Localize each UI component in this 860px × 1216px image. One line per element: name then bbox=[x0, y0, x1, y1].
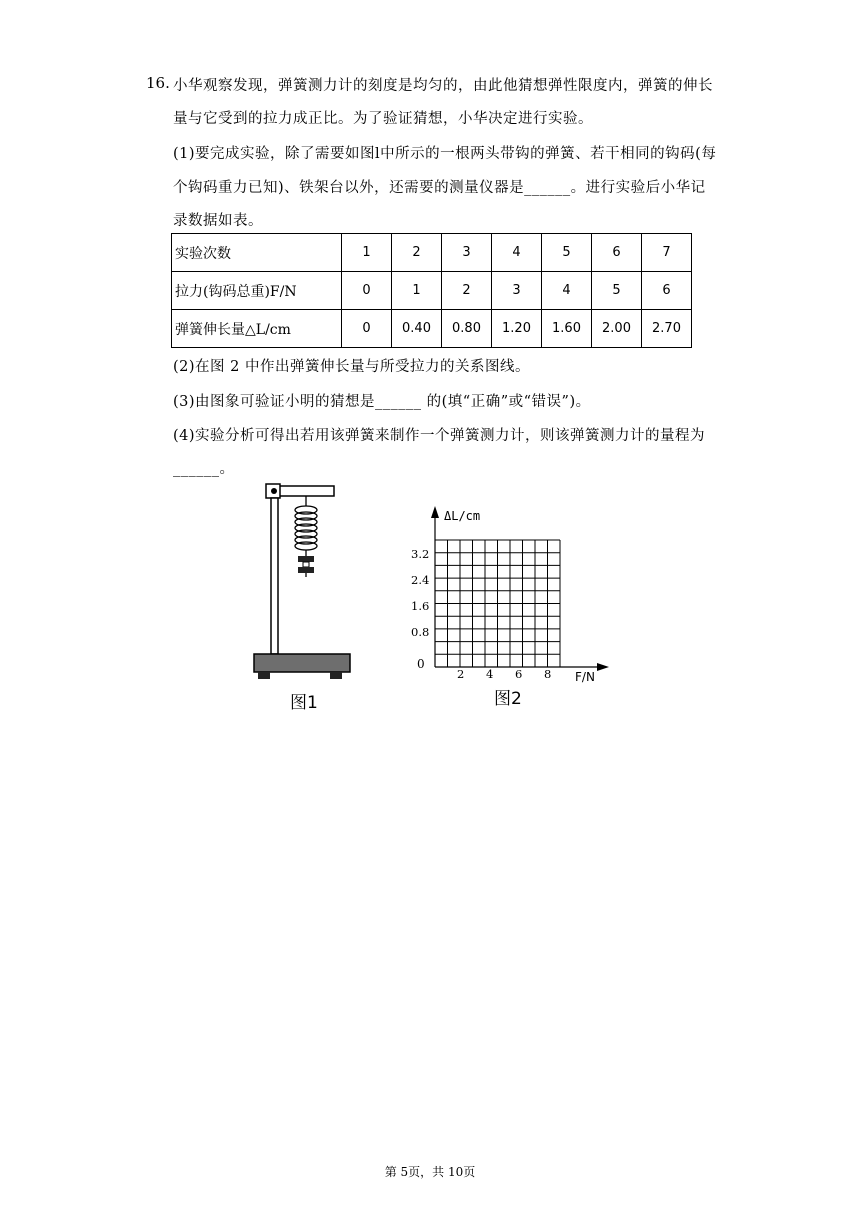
table-cell: 1 bbox=[342, 234, 392, 272]
question-text-line: 个钩码重力已知)、铁架台以外，还需要的测量仪器是______。进行实验后小华记 bbox=[173, 180, 706, 196]
stand-base bbox=[254, 654, 350, 672]
question-text-line: 小华观察发现，弹簧测力计的刻度是均匀的，由此他猜想弹性限度内，弹簧的伸长 bbox=[173, 78, 713, 94]
table-cell: 6 bbox=[592, 234, 642, 272]
clamp-screw bbox=[271, 488, 277, 494]
y-tick-label: 1.6 bbox=[411, 599, 430, 613]
stand-rod bbox=[271, 498, 278, 654]
x-axis-arrow bbox=[597, 663, 609, 671]
origin-label: 0 bbox=[417, 657, 425, 671]
y-tick-label: 3.2 bbox=[411, 547, 430, 561]
spring bbox=[295, 506, 317, 550]
table-row bbox=[172, 234, 692, 272]
question-text-line: (1)要完成实验，除了需要如图l中所示的一根两头带钩的弹簧、若干相同的钩码(每 bbox=[173, 146, 717, 162]
x-tick-label: 8 bbox=[544, 667, 552, 681]
table-row bbox=[172, 310, 692, 348]
table-cell: 0 bbox=[342, 272, 392, 310]
table-cell: 1.60 bbox=[542, 310, 592, 348]
data-table bbox=[171, 233, 692, 348]
question-number: 16. bbox=[146, 74, 170, 92]
table-cell: 1.20 bbox=[492, 310, 542, 348]
question-text-line: (3)由图象可验证小明的猜想是______ 的(填“正确”或“错误”)。 bbox=[173, 394, 591, 410]
x-tick-label: 4 bbox=[486, 667, 494, 681]
question-text-line: 录数据如表。 bbox=[173, 213, 263, 229]
table-cell: 3 bbox=[442, 234, 492, 272]
hook-weights bbox=[298, 556, 314, 577]
x-axis-label: F/N bbox=[575, 670, 595, 684]
table-cell: 7 bbox=[642, 234, 692, 272]
y-axis-arrow bbox=[431, 506, 439, 518]
x-tick-label: 2 bbox=[457, 667, 465, 681]
figure1-caption: 图1 bbox=[290, 693, 318, 713]
y-axis-label: ΔL/cm bbox=[444, 509, 481, 523]
table-cell: 0.40 bbox=[392, 310, 442, 348]
table-row bbox=[172, 272, 692, 310]
figure1-stand-diagram bbox=[248, 480, 360, 716]
y-tick-label: 0.8 bbox=[411, 625, 430, 639]
question-text-line: ______。 bbox=[173, 461, 235, 477]
figure2-caption: 图2 bbox=[494, 689, 522, 709]
row-header: 弹簧伸长量△L/cm bbox=[172, 310, 342, 348]
stand-foot-right bbox=[330, 672, 342, 679]
table-cell: 5 bbox=[592, 272, 642, 310]
table-cell: 3 bbox=[492, 272, 542, 310]
y-tick-label: 2.4 bbox=[411, 573, 430, 587]
table-cell: 0.80 bbox=[442, 310, 492, 348]
question-text-line: 量与它受到的拉力成正比。为了验证猜想，小华决定进行实验。 bbox=[173, 111, 593, 127]
grid bbox=[435, 540, 560, 667]
table-cell: 2 bbox=[442, 272, 492, 310]
figure2-graph-grid bbox=[400, 496, 620, 716]
x-tick-label: 6 bbox=[515, 667, 523, 681]
table-cell: 2 bbox=[392, 234, 442, 272]
table-cell: 6 bbox=[642, 272, 692, 310]
row-header: 实验次数 bbox=[172, 234, 342, 272]
table-cell: 1 bbox=[392, 272, 442, 310]
table-cell: 4 bbox=[542, 272, 592, 310]
table-cell: 0 bbox=[342, 310, 392, 348]
question-text-line: (2)在图 2 中作出弹簧伸长量与所受拉力的关系图线。 bbox=[173, 359, 530, 375]
table-cell: 5 bbox=[542, 234, 592, 272]
question-text-line: (4)实验分析可得出若用该弹簧来制作一个弹簧测力计，则该弹簧测力计的量程为 bbox=[173, 428, 706, 444]
stand-foot-left bbox=[258, 672, 270, 679]
table-cell: 2.00 bbox=[592, 310, 642, 348]
row-header: 拉力(钩码总重)F/N bbox=[172, 272, 342, 310]
table-cell: 2.70 bbox=[642, 310, 692, 348]
table-cell: 4 bbox=[492, 234, 542, 272]
page-footer: 第 5页，共 10页 bbox=[384, 1165, 476, 1179]
